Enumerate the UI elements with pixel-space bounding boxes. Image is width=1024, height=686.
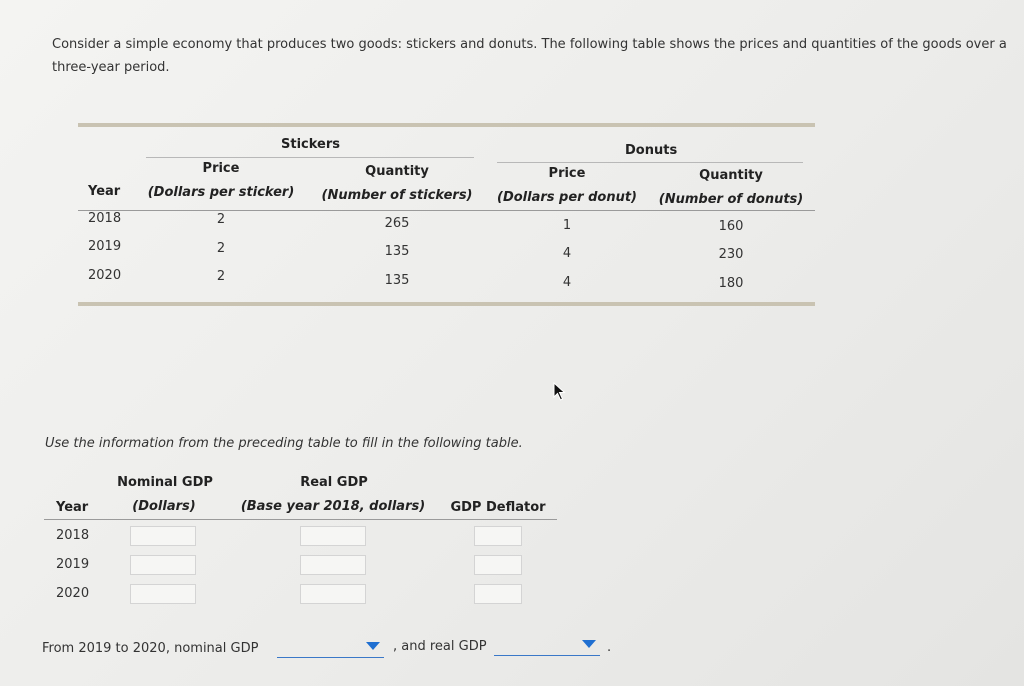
cell-donut-quantity: 180	[718, 276, 744, 291]
group-donuts: Donuts	[625, 143, 678, 158]
header-real-unit: (Base year 2018, dollars)	[240, 499, 426, 514]
header-donut-price: Price	[548, 166, 586, 181]
nominal-gdp-dropdown[interactable]	[277, 639, 384, 658]
gdp-deflator-input-2018[interactable]	[474, 526, 522, 546]
header-nominal-gdp: Nominal GDP	[117, 475, 213, 490]
donuts-group-rule	[497, 162, 803, 163]
instruction-text: Use the information from the preceding table to fill in the following table.	[45, 436, 523, 451]
stickers-group-rule	[146, 157, 474, 158]
cell-sticker-quantity: 135	[384, 244, 410, 259]
real-gdp-input-2019[interactable]	[300, 555, 366, 575]
header-year: Year	[88, 184, 121, 199]
cell-donut-quantity: 160	[718, 219, 744, 234]
cell-sticker-price: 2	[216, 212, 226, 227]
intro-line-2: three-year period.	[52, 60, 170, 75]
cell-sticker-quantity: 135	[384, 273, 410, 288]
cell-sticker-quantity: 265	[384, 216, 410, 231]
cell-donut-quantity: 230	[718, 247, 744, 262]
table-top-rule	[78, 123, 815, 127]
table-header-rule	[78, 210, 815, 211]
gdp-deflator-input-2019[interactable]	[474, 555, 522, 575]
header-sticker-price: Price	[202, 161, 240, 176]
nominal-gdp-input-2019[interactable]	[130, 555, 196, 575]
header-year: Year	[56, 500, 89, 515]
intro-line-1: Consider a simple economy that produces two goods: stickers and donuts. The following table shows the prices and quantities of the goods over a	[52, 37, 1007, 52]
real-gdp-input-2020[interactable]	[300, 584, 366, 604]
cell-year: 2018	[88, 211, 122, 226]
header-donut-price-unit: (Dollars per donut)	[497, 190, 637, 205]
sentence-middle: , and real GDP	[393, 639, 487, 654]
header-gdp-deflator: GDP Deflator	[450, 500, 546, 515]
cell-sticker-price: 2	[216, 269, 226, 284]
chevron-down-icon	[366, 642, 380, 650]
table-bottom-rule	[78, 302, 815, 306]
cell-year: 2019	[56, 557, 90, 572]
sentence-prefix: From 2019 to 2020, nominal GDP	[42, 641, 259, 656]
gdp-table-header-rule	[44, 519, 557, 520]
header-donut-quantity: Quantity	[699, 168, 763, 183]
real-gdp-dropdown[interactable]	[494, 637, 600, 656]
cell-donut-price: 1	[562, 218, 572, 233]
cell-donut-price: 4	[562, 246, 572, 261]
cell-year: 2019	[88, 239, 122, 254]
header-donut-quantity-unit: (Number of donuts)	[658, 192, 804, 207]
header-sticker-price-unit: (Dollars per sticker)	[147, 185, 295, 200]
chevron-down-icon	[582, 640, 596, 648]
cell-sticker-price: 2	[216, 241, 226, 256]
nominal-gdp-input-2018[interactable]	[130, 526, 196, 546]
cell-year: 2018	[56, 528, 90, 543]
header-real-gdp: Real GDP	[300, 475, 368, 490]
gdp-deflator-input-2020[interactable]	[474, 584, 522, 604]
cell-donut-price: 4	[562, 275, 572, 290]
cell-year: 2020	[56, 586, 90, 601]
real-gdp-input-2018[interactable]	[300, 526, 366, 546]
nominal-gdp-input-2020[interactable]	[130, 584, 196, 604]
header-nominal-unit: (Dollars)	[132, 499, 196, 514]
group-stickers: Stickers	[281, 137, 341, 152]
mouse-cursor-icon	[553, 382, 567, 402]
header-sticker-quantity-unit: (Number of stickers)	[321, 188, 473, 203]
cell-year: 2020	[88, 268, 122, 283]
sentence-suffix: .	[607, 640, 612, 655]
intro-paragraph	[52, 33, 1012, 79]
header-sticker-quantity: Quantity	[365, 164, 429, 179]
